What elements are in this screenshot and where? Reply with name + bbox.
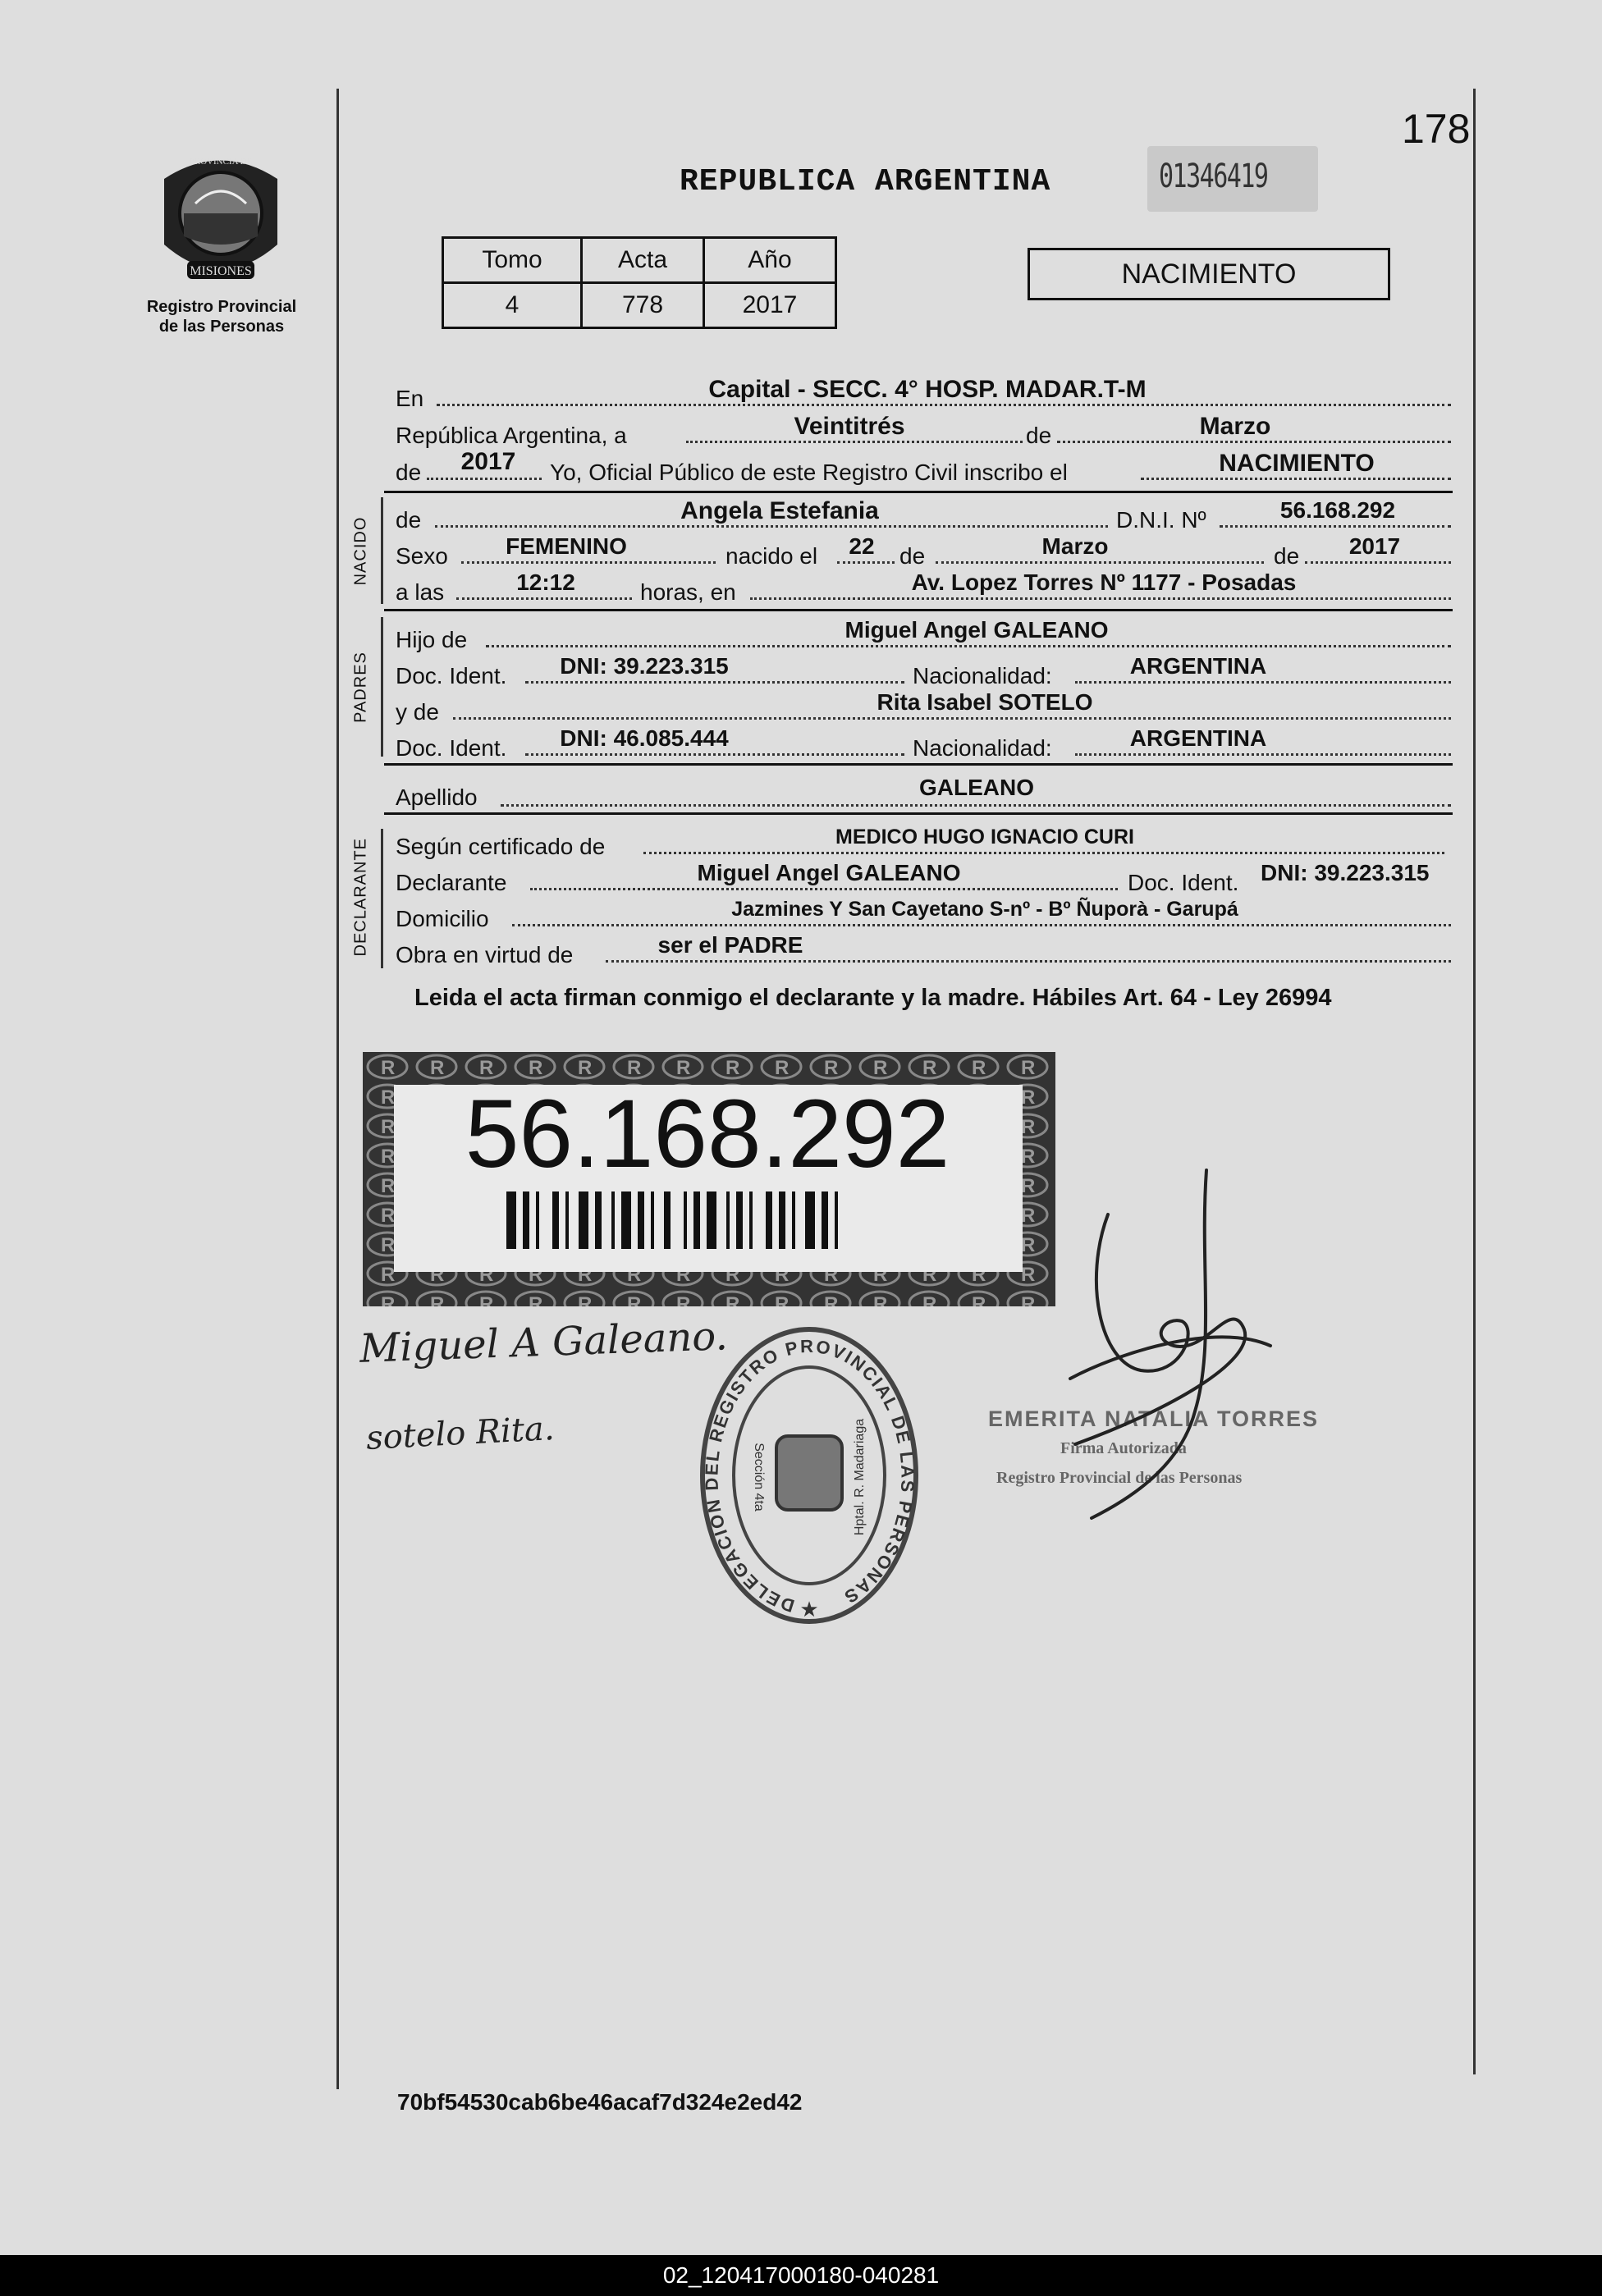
barcode-bar: [749, 1191, 753, 1249]
dotted-line: [461, 561, 716, 564]
registry-caption-line1: Registro Provincial: [146, 298, 297, 316]
birth-place: Av. Lopez Torres Nº 1177 - Posadas: [911, 569, 1297, 595]
dotted-line: [501, 804, 1451, 807]
domicilio-value: Jazmines Y San Cayetano S-nº - Bº Ñuporà - Garupá: [731, 898, 1238, 921]
mother-signature: sotelo Rita.: [364, 1410, 556, 1457]
barcode-bar: [523, 1191, 529, 1249]
mother-name: Rita Isabel SOTELO: [877, 689, 1093, 715]
a-las-label: a las: [396, 579, 445, 605]
id-sticker: [363, 1052, 1055, 1306]
padres-section-label: PADRES: [351, 652, 370, 723]
section-divider: [384, 491, 1453, 493]
official-role: Firma Autorizada: [1060, 1439, 1187, 1457]
en-value: Capital - SECC. 4° HOSP. MADAR.T-M: [708, 376, 1147, 403]
stamp-star-icon: ★: [799, 1598, 819, 1622]
stamp-inner-line1: Sección 4ta: [752, 1443, 766, 1512]
declarante-doc: DNI: 39.223.315: [1261, 860, 1430, 885]
record-table-header: Año: [704, 238, 836, 283]
dotted-line: [606, 960, 1451, 963]
declarante-label: Declarante: [396, 870, 507, 895]
section-divider: [384, 763, 1453, 766]
sexo-label: Sexo: [396, 543, 448, 569]
dotted-line: [1075, 753, 1451, 756]
closing-statement: Leida el acta firman conmigo el declarante y la madre. Hábiles Art. 64 - Ley 26994: [414, 985, 1332, 1011]
cert-label: Según certificado de: [396, 834, 606, 859]
day-value: Veintitrés: [794, 413, 905, 440]
nacido-el-label: nacido el: [725, 543, 818, 569]
barcode-bar: [565, 1191, 569, 1249]
mother-nationality: ARGENTINA: [1129, 725, 1267, 751]
barcode-bar: [684, 1191, 687, 1249]
month-value: Marzo: [1199, 413, 1271, 440]
stamp-ring-text: DELEGACION DEL REGISTRO PROVINCIAL DE LAS PERSONAS: [701, 1335, 918, 1617]
seal-text-bottom: MISIONES: [190, 264, 252, 278]
inscribo-value: NACIMIENTO: [1219, 450, 1375, 477]
apellido-value: GALEANO: [919, 775, 1034, 800]
y-de-label: y de: [396, 699, 439, 725]
dotted-line: [530, 888, 1118, 890]
cert-value: MEDICO HUGO IGNACIO CURI: [835, 826, 1134, 848]
barcode-bar: [766, 1191, 772, 1249]
hijo-de-label: Hijo de: [396, 627, 468, 652]
barcode-bar: [736, 1191, 743, 1249]
right-margin-line: [1473, 89, 1476, 2074]
record-table-header: Acta: [582, 238, 704, 283]
barcode-bar: [726, 1191, 730, 1249]
father-name: Miguel Angel GALEANO: [844, 617, 1109, 643]
father-nationality: ARGENTINA: [1129, 653, 1267, 679]
official-name: EMERITA NATALIA TORRES: [988, 1406, 1319, 1431]
obra-value: ser el PADRE: [657, 932, 803, 958]
barcode-bar: [707, 1191, 716, 1249]
horas-label: horas, en: [640, 579, 736, 605]
obra-label: Obra en virtud de: [396, 942, 574, 967]
dotted-line: [1057, 441, 1451, 443]
de2-label: de: [396, 460, 422, 485]
dotted-line: [453, 717, 1451, 720]
barcode-bar: [779, 1191, 785, 1249]
anio-value: 2017: [704, 283, 836, 328]
dotted-line: [750, 597, 1451, 600]
section-divider: [384, 812, 1453, 815]
sexo-value: FEMENINO: [506, 533, 627, 559]
dotted-line: [1141, 478, 1451, 480]
barcode-bar: [638, 1191, 644, 1249]
province-seal-icon: [154, 146, 287, 290]
record-table-value-row: [443, 283, 836, 328]
section-bar: [381, 617, 383, 757]
dotted-line: [837, 561, 895, 564]
section-bar: [381, 497, 383, 604]
dotted-line: [686, 441, 1023, 443]
dotted-line: [486, 645, 1451, 647]
registry-caption-line2: de las Personas: [158, 318, 285, 336]
nacionalidad-label: Nacionalidad:: [913, 735, 1052, 761]
sticker-number: 56.168.292: [465, 1080, 950, 1188]
de-label: de: [899, 543, 926, 569]
section-divider: [384, 609, 1453, 611]
father-doc: DNI: 39.223.315: [560, 653, 729, 679]
barcode-bar: [651, 1191, 654, 1249]
birth-day: 22: [849, 533, 875, 559]
barcode-bar: [835, 1191, 838, 1249]
barcode-bar: [693, 1191, 700, 1249]
dotted-line: [427, 478, 542, 480]
dotted-line: [525, 753, 904, 756]
left-margin-line: [336, 89, 339, 2089]
dotted-line: [1305, 561, 1451, 564]
apellido-label: Apellido: [396, 784, 478, 810]
declarante-value: Miguel Angel GALEANO: [697, 860, 961, 885]
father-signature: Miguel A Galeano.: [359, 1313, 729, 1372]
record-table: [442, 236, 837, 329]
stamp-inner-line2: Hptal. R. Madariaga: [853, 1418, 867, 1536]
doc-ident-label: Doc. Ident.: [1128, 870, 1239, 895]
record-table-header: Tomo: [443, 238, 582, 283]
dotted-line: [936, 561, 1264, 564]
nacido-section-label: NACIDO: [351, 516, 370, 586]
domicilio-label: Domicilio: [396, 906, 489, 931]
nacido-de-label: de: [396, 507, 422, 533]
dotted-line: [435, 525, 1108, 528]
birth-time: 12:12: [516, 569, 575, 595]
page-number: 178: [1402, 106, 1471, 152]
official-office: Registro Provincial de las Personas: [996, 1469, 1243, 1487]
mother-doc: DNI: 46.085.444: [560, 725, 729, 751]
barcode-bar: [664, 1191, 671, 1249]
republica-label: República Argentina, a: [396, 423, 627, 448]
barcode-bar: [506, 1191, 516, 1249]
barcode-bar: [552, 1191, 559, 1249]
barcode-bar: [805, 1191, 815, 1249]
barcode-bar: [621, 1191, 631, 1249]
barcode-bar: [536, 1191, 539, 1249]
record-kind-box: NACIMIENTO: [1028, 248, 1390, 300]
year-value: 2017: [460, 448, 516, 475]
dotted-line: [1075, 681, 1451, 684]
de-label: de: [1026, 423, 1052, 448]
barcode-bar: [595, 1191, 602, 1249]
doc-ident-label: Doc. Ident.: [396, 663, 507, 688]
en-label: En: [396, 386, 424, 411]
barcode-bar: [611, 1191, 615, 1249]
child-dni: 56.168.292: [1279, 497, 1396, 523]
dotted-line: [1220, 525, 1451, 528]
dotted-line: [437, 404, 1451, 406]
dotted-line: [512, 924, 1451, 926]
delegation-stamp-icon: [696, 1321, 922, 1630]
dni-label: D.N.I. Nº: [1116, 507, 1206, 533]
oficial-text: Yo, Oficial Público de este Registro Civil inscribo el: [550, 460, 1068, 485]
section-bar: [381, 829, 383, 968]
child-name: Angela Estefania: [680, 497, 879, 524]
record-table-header-row: [443, 238, 836, 283]
tomo-value: 4: [443, 283, 582, 328]
nacionalidad-label: Nacionalidad:: [913, 663, 1052, 688]
doc-ident-label: Doc. Ident.: [396, 735, 507, 761]
barcode-bar: [792, 1191, 795, 1249]
dotted-line: [643, 852, 1444, 854]
birth-month: Marzo: [1041, 533, 1109, 559]
de-label: de: [1274, 543, 1300, 569]
dotted-line: [525, 681, 904, 684]
official-signature-icon: [1050, 1165, 1297, 1576]
birth-year: 2017: [1348, 533, 1401, 559]
seal-text-top: PROVINCIA DE: [189, 157, 253, 167]
declarante-section-label: DECLARANTE: [351, 838, 370, 957]
file-footer: 02_120417000180-040281: [0, 2255, 1602, 2296]
barcode-bar: [579, 1191, 588, 1249]
dotted-line: [456, 597, 632, 600]
barcode-bar: [822, 1191, 828, 1249]
registry-caption: [123, 297, 320, 336]
document-hash: 70bf54530cab6be46acaf7d324e2ed42: [397, 2089, 803, 2115]
acta-value: 778: [582, 283, 704, 328]
document-title: REPUBLICA ARGENTINA: [680, 164, 1051, 199]
serial-number: 01346419: [1159, 158, 1268, 195]
